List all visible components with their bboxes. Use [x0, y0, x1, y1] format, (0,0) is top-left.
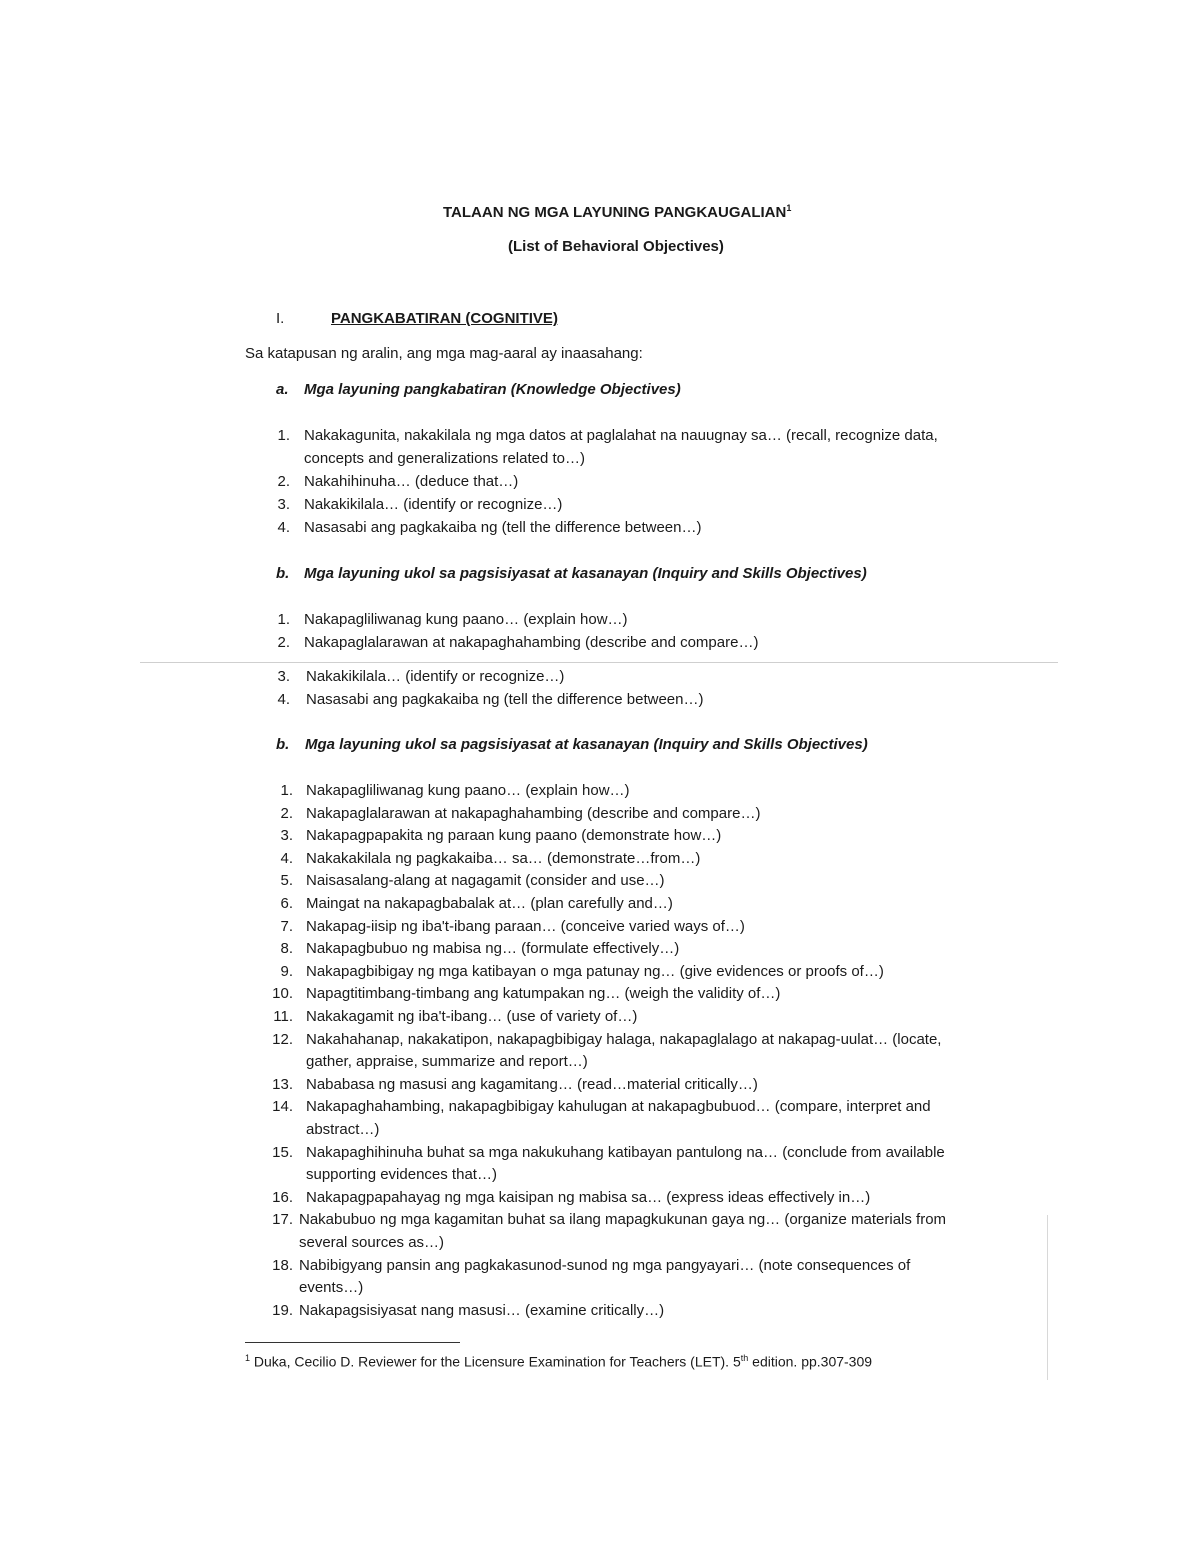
footnote-rule: [245, 1342, 460, 1343]
section-heading: PANGKABATIRAN (COGNITIVE): [331, 310, 558, 327]
part-a-heading: Mga layuning pangkabatiran (Knowledge Objectives): [304, 381, 681, 398]
list-item-text: Nakapagsisiyasat nang masusi… (examine critically…): [299, 1301, 665, 1319]
intro-text: Sa katapusan ng aralin, ang mga mag-aaral ay inaasahang:: [245, 345, 643, 362]
list-item-text: Nakapagpapakita ng paraan kung paano (demonstrate how…): [306, 827, 722, 845]
list-item-number: 6.: [280, 895, 293, 912]
footnote-text-end: edition. pp.307-309: [748, 1353, 873, 1370]
list-item-text: Nakapaghahambing, nakapagbibigay kahulugan at nakapagbubuod… (compare, interpret and: [306, 1098, 931, 1116]
list-item-text: Nababasa ng masusi ang kagamitang… (read…material critically…): [306, 1075, 758, 1093]
list-item-text: Nakapagbubuo ng mabisa ng… (formulate effectively…): [306, 940, 680, 958]
list-item-text: Nakakikilala… (identify or recognize…): [304, 496, 563, 513]
list-item-text: concepts and generalizations related to…): [304, 450, 586, 467]
list-item-number: 17.: [272, 1211, 293, 1229]
section-numeral: I.: [276, 310, 285, 327]
list-item-text: Nakakagamit ng iba't-ibang… (use of variety of…): [306, 1008, 638, 1025]
list-item-number: 2.: [277, 473, 290, 490]
list-item-text: several sources as…): [299, 1234, 445, 1251]
list-item-number: 8.: [280, 940, 293, 958]
list-item-text: abstract…): [306, 1121, 380, 1138]
list-item-text: Nakapaglalarawan at nakapaghahambing (describe and compare…): [304, 634, 759, 651]
list-item-number: 5.: [280, 872, 293, 890]
footnote-edition-sup: th: [740, 1353, 749, 1363]
title-footnote-mark: 1: [786, 203, 792, 213]
part-b2-heading: Mga layuning ukol sa pagsisiyasat at kasanayan (Inquiry and Skills Objectives): [305, 736, 868, 753]
list-item-text: Nakabubuo ng mga kagamitan buhat sa ilang mapagkukunan gaya ng… (organize materials from: [299, 1211, 947, 1229]
margin-line: [1047, 1215, 1048, 1380]
list-item-number: 7.: [280, 917, 293, 935]
footnote: [245, 1353, 872, 1370]
list-item-text: Nasasabi ang pagkakaiba ng (tell the difference between…): [306, 691, 704, 708]
list-item-number: 13.: [272, 1075, 293, 1093]
list-item-number: 3.: [277, 496, 290, 513]
list-item-number: 3.: [277, 668, 290, 685]
list-item-text: Nakapaghihinuha buhat sa mga nakukuhang katibayan pantulong na… (conclude from available: [306, 1143, 945, 1161]
list-item-number: 3.: [280, 827, 293, 845]
list-item-number: 2.: [277, 634, 290, 651]
list-item-text: Napagtitimbang-timbang ang katumpakan ng… (weigh the validity of…): [306, 985, 781, 1003]
list-item-number: 16.: [272, 1188, 293, 1206]
page-subtitle: (List of Behavioral Objectives): [508, 238, 724, 255]
list-item-text: Nasasabi ang pagkakaiba ng (tell the difference between…): [304, 519, 702, 536]
list-item-number: 10.: [272, 985, 293, 1003]
list-item-text: Nabibigyang pansin ang pagkakasunod-sunod ng mga pangyayari… (note consequences of: [299, 1256, 911, 1274]
list-item-text: Nakahahanap, nakakatipon, nakapagbibigay halaga, nakapaglalago at nakapag-uulat… (locate,: [306, 1030, 942, 1048]
list-item-text: Nakakakilala ng pagkakaiba… sa… (demonstrate…from…): [306, 849, 701, 867]
list-item-number: 18.: [272, 1256, 293, 1274]
list-item-number: 15.: [272, 1143, 293, 1161]
list-item-text: supporting evidences that…): [306, 1166, 497, 1184]
list-item-text: Nakapagliliwanag kung paano… (explain how…): [304, 611, 628, 628]
footnote-text: Duka, Cecilio D. Reviewer for the Licensure Examination for Teachers (LET). 5: [253, 1353, 741, 1370]
list-item-text: Nakapag-iisip ng iba't-ibang paraan… (conceive varied ways of…): [306, 917, 745, 935]
list-item-number: 11.: [273, 1008, 293, 1025]
list-item-text: Naisasalang-alang at nagagamit (consider and use…): [306, 872, 665, 890]
title-text: TALAAN NG MGA LAYUNING PANGKAUGALIAN: [443, 204, 787, 221]
list-item-number: 9.: [280, 962, 293, 980]
list-item-text: Nakakagunita, nakakilala ng mga datos at paglalahat na nauugnay sa… (recall, recognize data,: [304, 427, 938, 444]
part-b-label: b.: [276, 565, 290, 582]
list-item-number: 4.: [277, 691, 290, 708]
list-item-number: 1.: [277, 427, 290, 444]
part-a-label: a.: [276, 381, 289, 398]
page-seam-divider: [140, 662, 1058, 663]
page-title: [443, 203, 791, 221]
list-item-text: Nakapagliliwanag kung paano… (explain how…): [306, 782, 630, 799]
list-item-text: Nakakikilala… (identify or recognize…): [306, 668, 565, 685]
part-b-heading: Mga layuning ukol sa pagsisiyasat at kasanayan (Inquiry and Skills Objectives): [304, 565, 867, 582]
list-item-number: 12.: [272, 1030, 293, 1048]
list-item-text: Nakapaglalarawan at nakapaghahambing (describe and compare…): [306, 804, 761, 822]
list-item-number: 19.: [272, 1301, 293, 1319]
list-item-number: 14.: [272, 1098, 293, 1116]
list-item-number: 1.: [277, 611, 290, 628]
list-item-number: 4.: [277, 519, 290, 536]
list-item-number: 2.: [280, 804, 293, 822]
list-item-number: 1.: [280, 782, 293, 799]
list-item-text: Maingat na nakapagbabalak at… (plan carefully and…): [306, 895, 673, 912]
part-b2-label: b.: [276, 736, 290, 753]
list-item-text: events…): [299, 1279, 364, 1297]
list-item-text: gather, appraise, summarize and report…): [306, 1053, 588, 1071]
list-item-text: Nakapagbibigay ng mga katibayan o mga patunay ng… (give evidences or proofs of…): [306, 962, 884, 980]
list-item-text: Nakapagpapahayag ng mga kaisipan ng mabisa sa… (express ideas effectively in…): [306, 1188, 871, 1206]
footnote-mark: 1: [245, 1353, 251, 1363]
list-item-text: Nakahihinuha… (deduce that…): [304, 473, 519, 490]
list-item-number: 4.: [280, 849, 293, 867]
